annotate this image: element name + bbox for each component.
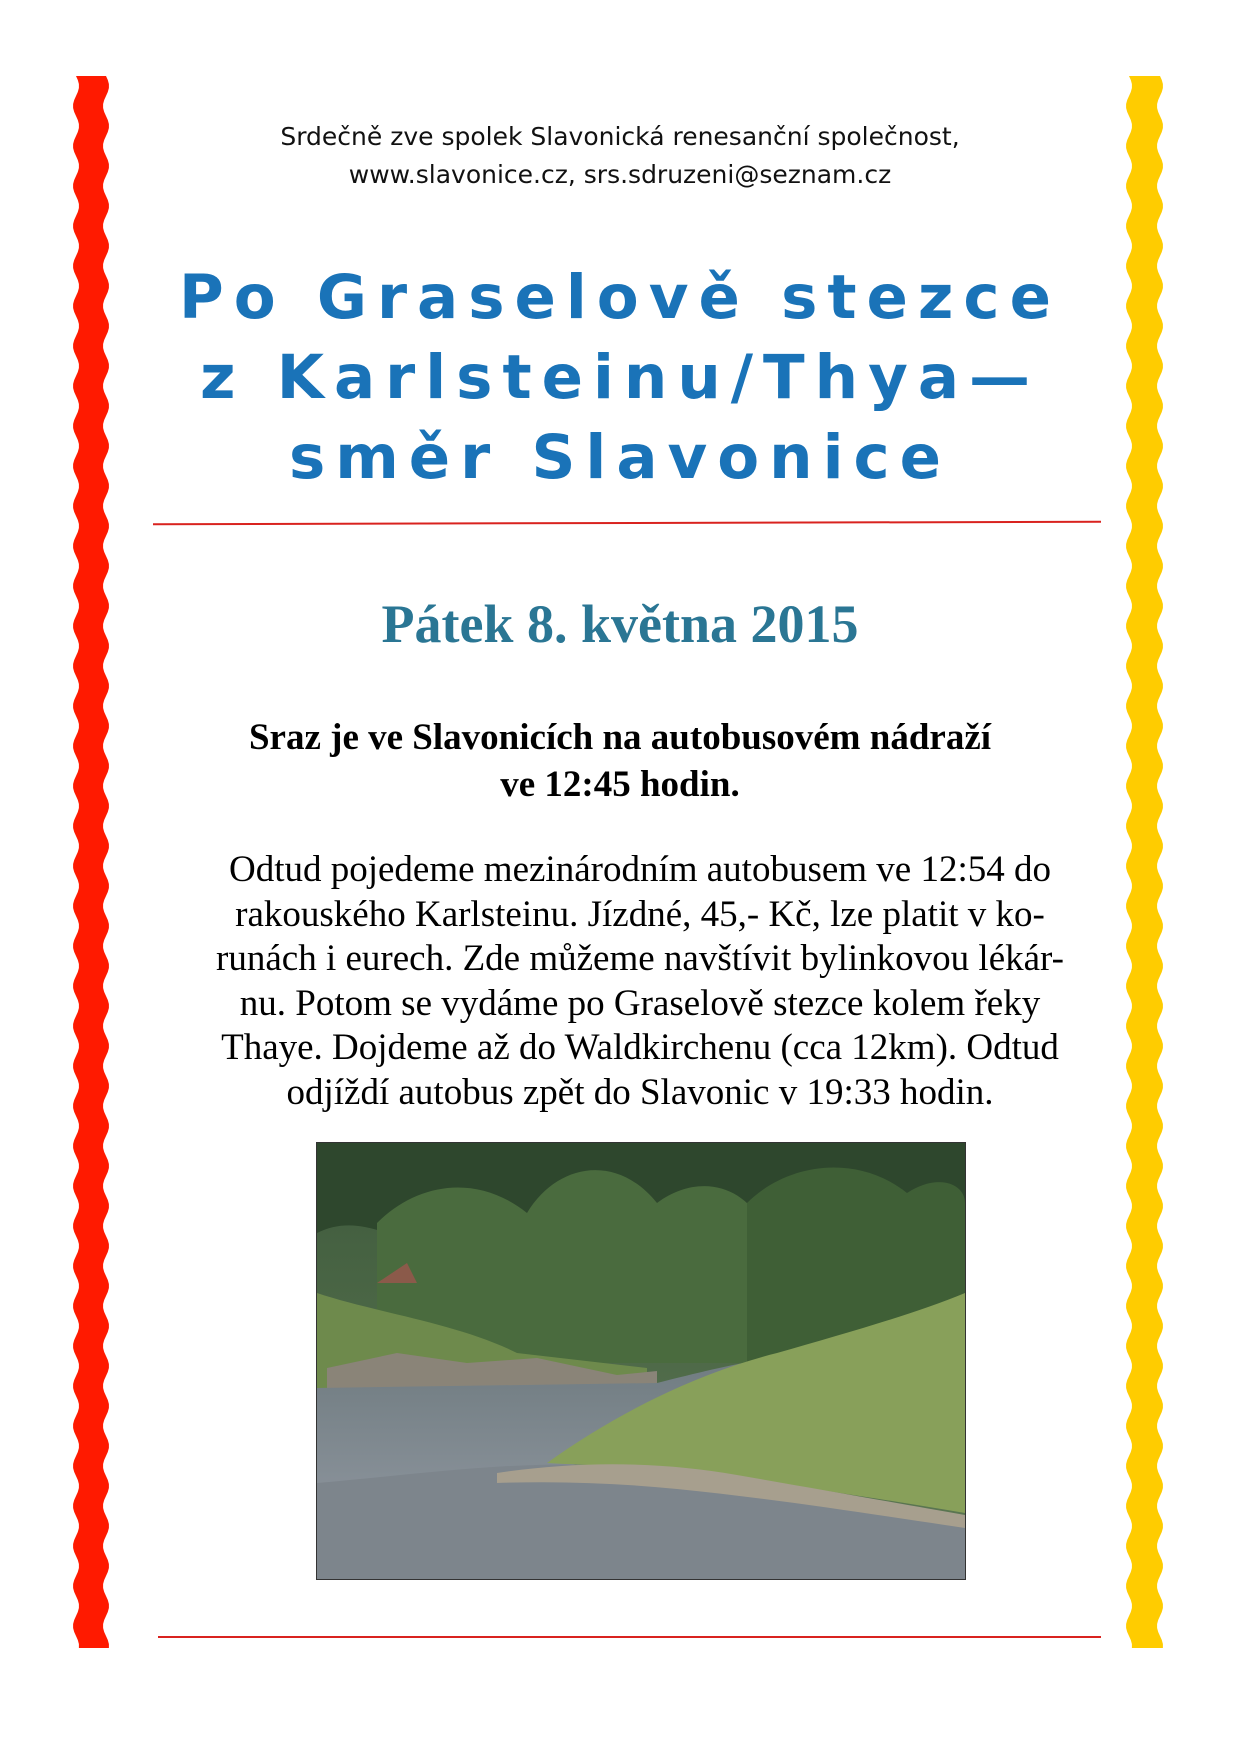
event-description [160,848,1120,1115]
bottom-divider [158,1636,1101,1638]
organizer-header [160,118,1080,194]
description-line: Odtud pojedeme mezinárodním autobusem ve 12:54 do [228,849,1052,890]
title-line-2: z Karlsteinu/Thya— [199,342,1040,413]
description-line: nu. Potom se vydáme po Graselově stezce kolem řeky [239,982,1041,1024]
contact-line: www.slavonice.cz, srs.sdruzeni@seznam.cz [348,160,892,189]
description-line: runách i eurech. Zde můžeme navštívit bylinkovou lékár- [216,938,1064,979]
title-line-3: směr Slavonice [288,422,952,493]
title-line-1: Po Graselově stezce [179,262,1061,333]
page-title [120,258,1120,498]
meeting-line-1: Sraz je ve Slavonicích na autobusovém nádraží [248,717,992,758]
organizer-line: Srdečně zve spolek Slavonická renesanční společnost, [280,122,960,151]
description-line: odjíždí autobus zpět do Slavonic v 19:33 hodin. [286,1071,994,1113]
river-photo [316,1142,966,1580]
right-wavy-border [1126,76,1163,1648]
meeting-line-2: ve 12:45 hodin. [500,764,740,805]
description-line: Thaye. Dojdeme až do Waldkirchenu (cca 12km). Odtud [221,1027,1059,1068]
description-line: rakouského Karlsteinu. Jízdné, 45,- Kč, lze platit v ko- [235,893,1045,935]
meeting-info [150,714,1090,808]
left-wavy-border [73,76,109,1648]
event-date: Pátek 8. května 2015 [381,594,859,654]
